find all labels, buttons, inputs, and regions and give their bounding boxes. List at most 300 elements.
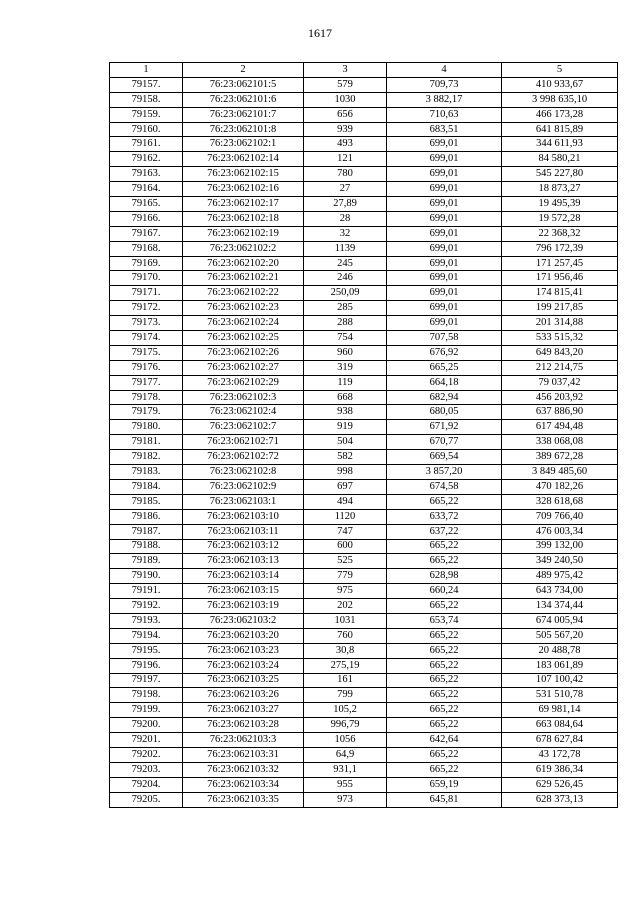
- area-cell: 975: [304, 584, 387, 599]
- area-cell: 747: [304, 524, 387, 539]
- cadastral-value-cell: 43 172,78: [502, 747, 618, 762]
- table-row: [110, 167, 618, 182]
- cadastral-value-cell: 629 526,45: [502, 777, 618, 792]
- column-header-2: 2: [183, 63, 304, 78]
- area-cell: 493: [304, 137, 387, 152]
- cadastral-number-cell: 76:23:062102:23: [183, 301, 304, 316]
- area-cell: 275,19: [304, 658, 387, 673]
- cadastral-number-cell: 76:23:062102:20: [183, 256, 304, 271]
- area-cell: 64,9: [304, 747, 387, 762]
- specific-value-cell: 699,01: [387, 226, 502, 241]
- table-row: [110, 286, 618, 301]
- row-number-cell: 79163.: [110, 167, 183, 182]
- area-cell: 494: [304, 494, 387, 509]
- specific-value-cell: 699,01: [387, 152, 502, 167]
- row-number-cell: 79169.: [110, 256, 183, 271]
- table-row: [110, 211, 618, 226]
- row-number-cell: 79197.: [110, 673, 183, 688]
- table-row: [110, 241, 618, 256]
- specific-value-cell: 699,01: [387, 301, 502, 316]
- cadastral-number-cell: 76:23:062103:12: [183, 539, 304, 554]
- row-number-cell: 79193.: [110, 613, 183, 628]
- cadastral-number-cell: 76:23:062103:28: [183, 718, 304, 733]
- column-header-3: 3: [304, 63, 387, 78]
- cadastral-number-cell: 76:23:062103:14: [183, 569, 304, 584]
- cadastral-number-cell: 76:23:062102:17: [183, 197, 304, 212]
- cadastral-number-cell: 76:23:062102:18: [183, 211, 304, 226]
- cadastral-value-cell: 476 003,34: [502, 524, 618, 539]
- table-row: [110, 420, 618, 435]
- cadastral-number-cell: 76:23:062102:4: [183, 405, 304, 420]
- cadastral-value-cell: 389 672,28: [502, 450, 618, 465]
- area-cell: 668: [304, 390, 387, 405]
- area-cell: 919: [304, 420, 387, 435]
- table-row: [110, 405, 618, 420]
- cadastral-number-cell: 76:23:062102:71: [183, 435, 304, 450]
- row-number-cell: 79205.: [110, 792, 183, 807]
- table-row: [110, 688, 618, 703]
- area-cell: 161: [304, 673, 387, 688]
- cadastral-value-cell: 22 368,32: [502, 226, 618, 241]
- specific-value-cell: 642,64: [387, 733, 502, 748]
- cadastral-number-cell: 76:23:062102:1: [183, 137, 304, 152]
- table-row: [110, 718, 618, 733]
- area-cell: 28: [304, 211, 387, 226]
- cadastral-number-cell: 76:23:062103:27: [183, 703, 304, 718]
- specific-value-cell: 709,73: [387, 77, 502, 92]
- specific-value-cell: 665,22: [387, 703, 502, 718]
- row-number-cell: 79198.: [110, 688, 183, 703]
- table-row: [110, 703, 618, 718]
- cadastral-number-cell: 76:23:062102:25: [183, 331, 304, 346]
- row-number-cell: 79202.: [110, 747, 183, 762]
- cadastral-value-cell: 84 580,21: [502, 152, 618, 167]
- cadastral-number-cell: 76:23:062103:3: [183, 733, 304, 748]
- area-cell: 288: [304, 316, 387, 331]
- area-cell: 760: [304, 628, 387, 643]
- cadastral-number-cell: 76:23:062102:24: [183, 316, 304, 331]
- area-cell: 600: [304, 539, 387, 554]
- cadastral-number-cell: 76:23:062103:23: [183, 643, 304, 658]
- row-number-cell: 79174.: [110, 331, 183, 346]
- specific-value-cell: 665,22: [387, 718, 502, 733]
- cadastral-value-cell: 617 494,48: [502, 420, 618, 435]
- cadastral-value-cell: 79 037,42: [502, 375, 618, 390]
- row-number-cell: 79181.: [110, 435, 183, 450]
- table-row: [110, 92, 618, 107]
- table-row: [110, 494, 618, 509]
- column-header-5: 5: [502, 63, 618, 78]
- row-number-cell: 79186.: [110, 509, 183, 524]
- area-cell: 697: [304, 479, 387, 494]
- area-cell: 955: [304, 777, 387, 792]
- table-row: [110, 137, 618, 152]
- area-cell: 656: [304, 107, 387, 122]
- table-row: [110, 345, 618, 360]
- row-number-cell: 79201.: [110, 733, 183, 748]
- cadastral-value-cell: 505 567,20: [502, 628, 618, 643]
- cadastral-number-cell: 76:23:062102:19: [183, 226, 304, 241]
- cadastral-number-cell: 76:23:062103:11: [183, 524, 304, 539]
- specific-value-cell: 665,22: [387, 658, 502, 673]
- cadastral-value-cell: 174 815,41: [502, 286, 618, 301]
- specific-value-cell: 665,22: [387, 673, 502, 688]
- table-row: [110, 360, 618, 375]
- area-cell: 1139: [304, 241, 387, 256]
- area-cell: 121: [304, 152, 387, 167]
- table-row: [110, 122, 618, 137]
- cadastral-value-cell: 531 510,78: [502, 688, 618, 703]
- table-row: [110, 539, 618, 554]
- cadastral-number-cell: 76:23:062103:10: [183, 509, 304, 524]
- row-number-cell: 79182.: [110, 450, 183, 465]
- specific-value-cell: 699,01: [387, 316, 502, 331]
- row-number-cell: 79194.: [110, 628, 183, 643]
- cadastral-number-cell: 76:23:062103:20: [183, 628, 304, 643]
- specific-value-cell: 699,01: [387, 256, 502, 271]
- table-row: [110, 197, 618, 212]
- specific-value-cell: 699,01: [387, 211, 502, 226]
- row-number-cell: 79166.: [110, 211, 183, 226]
- cadastral-number-cell: 76:23:062103:25: [183, 673, 304, 688]
- row-number-cell: 79168.: [110, 241, 183, 256]
- row-number-cell: 79180.: [110, 420, 183, 435]
- row-number-cell: 79203.: [110, 762, 183, 777]
- cadastral-number-cell: 76:23:062103:15: [183, 584, 304, 599]
- cadastral-value-cell: 637 886,90: [502, 405, 618, 420]
- table-row: [110, 777, 618, 792]
- row-number-cell: 79179.: [110, 405, 183, 420]
- row-number-cell: 79160.: [110, 122, 183, 137]
- specific-value-cell: 665,22: [387, 643, 502, 658]
- area-cell: 245: [304, 256, 387, 271]
- table-row: [110, 673, 618, 688]
- cadastral-number-cell: 76:23:062103:32: [183, 762, 304, 777]
- cadastral-number-cell: 76:23:062103:24: [183, 658, 304, 673]
- specific-value-cell: 665,22: [387, 688, 502, 703]
- cadastral-value-cell: 328 618,68: [502, 494, 618, 509]
- specific-value-cell: 665,22: [387, 554, 502, 569]
- row-number-cell: 79191.: [110, 584, 183, 599]
- area-cell: 939: [304, 122, 387, 137]
- area-cell: 319: [304, 360, 387, 375]
- specific-value-cell: 665,22: [387, 494, 502, 509]
- row-number-cell: 79196.: [110, 658, 183, 673]
- cadastral-number-cell: 76:23:062102:2: [183, 241, 304, 256]
- area-cell: 754: [304, 331, 387, 346]
- row-number-cell: 79200.: [110, 718, 183, 733]
- row-number-cell: 79162.: [110, 152, 183, 167]
- cadastral-number-cell: 76:23:062102:27: [183, 360, 304, 375]
- cadastral-value-cell: 201 314,88: [502, 316, 618, 331]
- cadastral-number-cell: 76:23:062101:8: [183, 122, 304, 137]
- row-number-cell: 79161.: [110, 137, 183, 152]
- area-cell: 960: [304, 345, 387, 360]
- table-row: [110, 628, 618, 643]
- area-cell: 973: [304, 792, 387, 807]
- area-cell: 780: [304, 167, 387, 182]
- row-number-cell: 79171.: [110, 286, 183, 301]
- table-body: [110, 77, 618, 807]
- specific-value-cell: 665,22: [387, 539, 502, 554]
- specific-value-cell: 699,01: [387, 271, 502, 286]
- table-row: [110, 747, 618, 762]
- cadastral-number-cell: 76:23:062102:8: [183, 465, 304, 480]
- area-cell: 938: [304, 405, 387, 420]
- cadastral-value-cell: 410 933,67: [502, 77, 618, 92]
- specific-value-cell: 659,19: [387, 777, 502, 792]
- area-cell: 1056: [304, 733, 387, 748]
- cadastral-number-cell: 76:23:062103:35: [183, 792, 304, 807]
- cadastral-value-cell: 399 132,00: [502, 539, 618, 554]
- area-cell: 579: [304, 77, 387, 92]
- specific-value-cell: 674,58: [387, 479, 502, 494]
- row-number-cell: 79185.: [110, 494, 183, 509]
- column-header-1: 1: [110, 63, 183, 78]
- cadastral-value-cell: 69 981,14: [502, 703, 618, 718]
- row-number-cell: 79165.: [110, 197, 183, 212]
- specific-value-cell: 683,51: [387, 122, 502, 137]
- cadastral-value-cell: 641 815,89: [502, 122, 618, 137]
- cadastral-number-cell: 76:23:062103:1: [183, 494, 304, 509]
- row-number-cell: 79164.: [110, 182, 183, 197]
- table-row: [110, 331, 618, 346]
- area-cell: 250,09: [304, 286, 387, 301]
- cadastral-value-cell: 643 734,00: [502, 584, 618, 599]
- cadastral-value-cell: 678 627,84: [502, 733, 618, 748]
- row-number-cell: 79176.: [110, 360, 183, 375]
- specific-value-cell: 682,94: [387, 390, 502, 405]
- area-cell: 30,8: [304, 643, 387, 658]
- cadastral-number-cell: 76:23:062102:16: [183, 182, 304, 197]
- row-number-cell: 79183.: [110, 465, 183, 480]
- specific-value-cell: 676,92: [387, 345, 502, 360]
- row-number-cell: 79178.: [110, 390, 183, 405]
- area-cell: 1030: [304, 92, 387, 107]
- table-row: [110, 390, 618, 405]
- cadastral-value-cell: 674 005,94: [502, 613, 618, 628]
- area-cell: 202: [304, 599, 387, 614]
- cadastral-value-cell: 3 849 485,60: [502, 465, 618, 480]
- cadastral-value-cell: 349 240,50: [502, 554, 618, 569]
- row-number-cell: 79172.: [110, 301, 183, 316]
- specific-value-cell: 699,01: [387, 182, 502, 197]
- table-row: [110, 554, 618, 569]
- cadastral-value-cell: 212 214,75: [502, 360, 618, 375]
- area-cell: 27,89: [304, 197, 387, 212]
- table-row: [110, 762, 618, 777]
- row-number-cell: 79159.: [110, 107, 183, 122]
- row-number-cell: 79167.: [110, 226, 183, 241]
- cadastral-value-cell: 107 100,42: [502, 673, 618, 688]
- specific-value-cell: 660,24: [387, 584, 502, 599]
- specific-value-cell: 680,05: [387, 405, 502, 420]
- row-number-cell: 79199.: [110, 703, 183, 718]
- table-row: [110, 465, 618, 480]
- cadastral-value-cell: 18 873,27: [502, 182, 618, 197]
- table-row: [110, 316, 618, 331]
- cadastral-number-cell: 76:23:062101:7: [183, 107, 304, 122]
- cadastral-number-cell: 76:23:062103:34: [183, 777, 304, 792]
- area-cell: 779: [304, 569, 387, 584]
- cadastral-value-cell: 545 227,80: [502, 167, 618, 182]
- cadastral-value-cell: 466 173,28: [502, 107, 618, 122]
- table-row: [110, 569, 618, 584]
- specific-value-cell: 670,77: [387, 435, 502, 450]
- area-cell: 996,79: [304, 718, 387, 733]
- table-row: [110, 152, 618, 167]
- table-row: [110, 658, 618, 673]
- cadastral-number-cell: 76:23:062102:29: [183, 375, 304, 390]
- table-row: [110, 271, 618, 286]
- area-cell: 1031: [304, 613, 387, 628]
- row-number-cell: 79170.: [110, 271, 183, 286]
- row-number-cell: 79187.: [110, 524, 183, 539]
- row-number-cell: 79175.: [110, 345, 183, 360]
- row-number-cell: 79195.: [110, 643, 183, 658]
- table-row: [110, 301, 618, 316]
- row-number-cell: 79188.: [110, 539, 183, 554]
- row-number-cell: 79204.: [110, 777, 183, 792]
- specific-value-cell: 699,01: [387, 286, 502, 301]
- table-row: [110, 182, 618, 197]
- cadastral-value-cell: 649 843,20: [502, 345, 618, 360]
- area-cell: 582: [304, 450, 387, 465]
- cadastral-number-cell: 76:23:062102:9: [183, 479, 304, 494]
- table-row: [110, 256, 618, 271]
- cadastral-value-cell: 709 766,40: [502, 509, 618, 524]
- specific-value-cell: 665,22: [387, 747, 502, 762]
- table-row: [110, 509, 618, 524]
- area-cell: 931,1: [304, 762, 387, 777]
- area-cell: 27: [304, 182, 387, 197]
- table-row: [110, 613, 618, 628]
- area-cell: 32: [304, 226, 387, 241]
- cadastral-number-cell: 76:23:062102:21: [183, 271, 304, 286]
- table-row: [110, 599, 618, 614]
- specific-value-cell: 710,63: [387, 107, 502, 122]
- area-cell: 246: [304, 271, 387, 286]
- cadastral-value-cell: 171 257,45: [502, 256, 618, 271]
- cadastral-value-cell: 489 975,42: [502, 569, 618, 584]
- area-cell: 285: [304, 301, 387, 316]
- specific-value-cell: 699,01: [387, 137, 502, 152]
- cadastral-number-cell: 76:23:062103:31: [183, 747, 304, 762]
- specific-value-cell: 3 882,17: [387, 92, 502, 107]
- area-cell: 504: [304, 435, 387, 450]
- area-cell: 105,2: [304, 703, 387, 718]
- table-header-row: [110, 63, 618, 78]
- area-cell: 799: [304, 688, 387, 703]
- cadastral-number-cell: 76:23:062103:13: [183, 554, 304, 569]
- specific-value-cell: 633,72: [387, 509, 502, 524]
- specific-value-cell: 699,01: [387, 197, 502, 212]
- cadastral-value-table: [109, 62, 618, 808]
- cadastral-number-cell: 76:23:062102:22: [183, 286, 304, 301]
- cadastral-number-cell: 76:23:062101:5: [183, 77, 304, 92]
- cadastral-value-cell: 338 068,08: [502, 435, 618, 450]
- cadastral-number-cell: 76:23:062103:26: [183, 688, 304, 703]
- cadastral-value-cell: 199 217,85: [502, 301, 618, 316]
- specific-value-cell: 3 857,20: [387, 465, 502, 480]
- table-row: [110, 77, 618, 92]
- cadastral-value-cell: 134 374,44: [502, 599, 618, 614]
- cadastral-value-cell: 628 373,13: [502, 792, 618, 807]
- specific-value-cell: 707,58: [387, 331, 502, 346]
- specific-value-cell: 665,22: [387, 762, 502, 777]
- specific-value-cell: 671,92: [387, 420, 502, 435]
- cadastral-value-cell: 456 203,92: [502, 390, 618, 405]
- cadastral-value-cell: 19 495,39: [502, 197, 618, 212]
- specific-value-cell: 637,22: [387, 524, 502, 539]
- table-row: [110, 792, 618, 807]
- specific-value-cell: 664,18: [387, 375, 502, 390]
- cadastral-value-cell: 20 488,78: [502, 643, 618, 658]
- specific-value-cell: 628,98: [387, 569, 502, 584]
- row-number-cell: 79158.: [110, 92, 183, 107]
- cadastral-number-cell: 76:23:062102:3: [183, 390, 304, 405]
- table-row: [110, 375, 618, 390]
- cadastral-number-cell: 76:23:062102:15: [183, 167, 304, 182]
- area-cell: 119: [304, 375, 387, 390]
- cadastral-value-cell: 619 386,34: [502, 762, 618, 777]
- cadastral-value-cell: 19 572,28: [502, 211, 618, 226]
- table-row: [110, 450, 618, 465]
- cadastral-number-cell: 76:23:062102:72: [183, 450, 304, 465]
- page-number: 1617: [308, 26, 332, 40]
- specific-value-cell: 699,01: [387, 167, 502, 182]
- row-number-cell: 79177.: [110, 375, 183, 390]
- cadastral-value-cell: 171 956,46: [502, 271, 618, 286]
- cadastral-value-cell: 344 611,93: [502, 137, 618, 152]
- row-number-cell: 79192.: [110, 599, 183, 614]
- table-row: [110, 733, 618, 748]
- specific-value-cell: 665,22: [387, 599, 502, 614]
- row-number-cell: 79189.: [110, 554, 183, 569]
- row-number-cell: 79184.: [110, 479, 183, 494]
- table-row: [110, 107, 618, 122]
- table-row: [110, 643, 618, 658]
- cadastral-value-cell: 3 998 635,10: [502, 92, 618, 107]
- column-header-4: 4: [387, 63, 502, 78]
- area-cell: 998: [304, 465, 387, 480]
- cadastral-number-cell: 76:23:062102:14: [183, 152, 304, 167]
- cadastral-number-cell: 76:23:062103:19: [183, 599, 304, 614]
- cadastral-number-cell: 76:23:062102:7: [183, 420, 304, 435]
- row-number-cell: 79173.: [110, 316, 183, 331]
- table-row: [110, 479, 618, 494]
- specific-value-cell: 699,01: [387, 241, 502, 256]
- cadastral-value-cell: 796 172,39: [502, 241, 618, 256]
- specific-value-cell: 653,74: [387, 613, 502, 628]
- row-number-cell: 79190.: [110, 569, 183, 584]
- specific-value-cell: 665,22: [387, 628, 502, 643]
- cadastral-value-cell: 183 061,89: [502, 658, 618, 673]
- row-number-cell: 79157.: [110, 77, 183, 92]
- specific-value-cell: 669,54: [387, 450, 502, 465]
- area-cell: 525: [304, 554, 387, 569]
- cadastral-value-cell: 663 084,64: [502, 718, 618, 733]
- cadastral-number-cell: 76:23:062103:2: [183, 613, 304, 628]
- specific-value-cell: 665,25: [387, 360, 502, 375]
- table-row: [110, 435, 618, 450]
- table-row: [110, 524, 618, 539]
- table-row: [110, 226, 618, 241]
- cadastral-number-cell: 76:23:062102:26: [183, 345, 304, 360]
- cadastral-value-cell: 470 182,26: [502, 479, 618, 494]
- cadastral-value-cell: 533 515,32: [502, 331, 618, 346]
- table-row: [110, 584, 618, 599]
